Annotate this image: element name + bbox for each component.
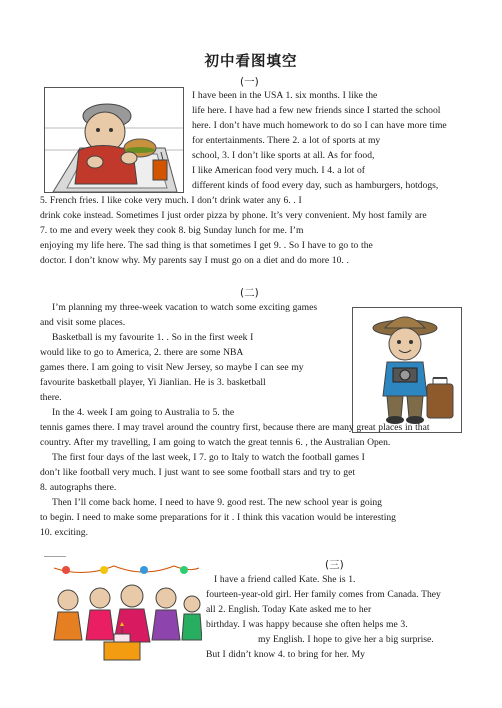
section-1-line-8: 5. French fries. I like coke very much. I don’t drink water any 6. . I — [40, 195, 302, 206]
boy-eating-hamburger-illustration — [44, 87, 184, 193]
section-2-line-1: I’m planning my three-week vacation to watch some exciting games — [52, 302, 318, 313]
section-1-line-9: drink coke instead. Sometimes I just order pizza by phone. It’s very convenient. My host family are — [40, 210, 427, 221]
section-3-line-5: my English. I hope to give her a big surprise. — [258, 634, 434, 645]
section-2-line-3: Basketball is my favourite 1. . So in the first week I — [52, 332, 254, 343]
section-1-line-4: for entertainments. There 2. a lot of sports at my — [192, 135, 381, 146]
section-3-line-3: all 2. English. Today Kate asked me to her — [206, 604, 372, 615]
section-2-line-12: don’t like football very much. I just want to see some football stars and try to get — [40, 467, 356, 478]
section-1-line-12: doctor. I don’t know why. My parents say I must go on a diet and do more 10. . — [40, 255, 349, 266]
section-2-line-5: games there. I am going to visit New Jersey, so maybe I can see my — [40, 362, 304, 373]
section-2-line-11: The first four days of the last week, I 7. go to Italy to watch the football games I — [52, 452, 365, 463]
section-2-line-7: there. — [40, 392, 62, 403]
section-1-line-7: different kinds of food every day, such as hamburgers, hotdogs, — [192, 180, 439, 191]
section-3-line-6: But I didn’t know 4. to bring for her. My — [206, 649, 365, 660]
section-3-line-4: birthday. I was happy because she often helps me 3. — [206, 619, 408, 630]
section-1-line-1: I have been in the USA 1. six months. I like the — [192, 90, 378, 101]
section-2-line-10: country. After my travelling, I am going to watch the great tennis 6. , the Australian Open. — [40, 437, 391, 448]
section-1-line-5: school, 3. I don’t like sports at all. As for food, — [192, 150, 375, 161]
traveller-boy-illustration — [352, 307, 462, 433]
section-2-line-14: Then I’ll come back home. I need to have 9. good rest. The new school year is going — [52, 497, 382, 508]
section-2-line-2: and visit some places. — [40, 317, 126, 328]
section-2-line-6: favourite basketball player, Yi Jianlian. He is 3. basketball — [40, 377, 266, 388]
page-title: 初中看图填空 — [204, 54, 298, 70]
section-1-line-6: I like American food very much. I 4. a lot of — [192, 165, 365, 176]
section-2-line-8: In the 4. week I am going to Australia to 5. the — [52, 407, 235, 418]
section-1-line-10: 7. to me and every week they cook 8. big Sunday lunch for me. I’m — [40, 225, 304, 236]
section-2-heading: (二) — [240, 287, 259, 299]
section-1-line-3: here. I don’t have much homework to do so I can have more time — [192, 120, 447, 131]
section-3-line-1: I have a friend called Kate. She is 1. — [214, 574, 356, 585]
section-1-line-2: life here. I have had a few new friends since I started the school — [192, 105, 441, 116]
section-3-heading: (三) — [325, 559, 344, 571]
section-2-line-4: would like to go to America, 2. there are some NBA — [40, 347, 244, 358]
section-3-line-2: fourteen-year-old girl. Her family comes from Canada. They — [206, 589, 441, 600]
section-1-heading: (一) — [240, 76, 259, 88]
section-2-line-9: tennis games there. I may travel around the country first, because there are many great places in that — [40, 422, 430, 433]
section-1-line-11: enjoying my life here. The sad thing is that sometimes I get 9. . So I have to go to the — [40, 240, 373, 251]
birthday-party-illustration — [44, 556, 202, 668]
section-2-line-16: 10. exciting. — [40, 527, 88, 538]
section-2-line-15: to begin. I need to make some preparations for it . I think this vacation would be interesting — [40, 512, 396, 523]
section-2-line-13: 8. autographs there. — [40, 482, 117, 493]
